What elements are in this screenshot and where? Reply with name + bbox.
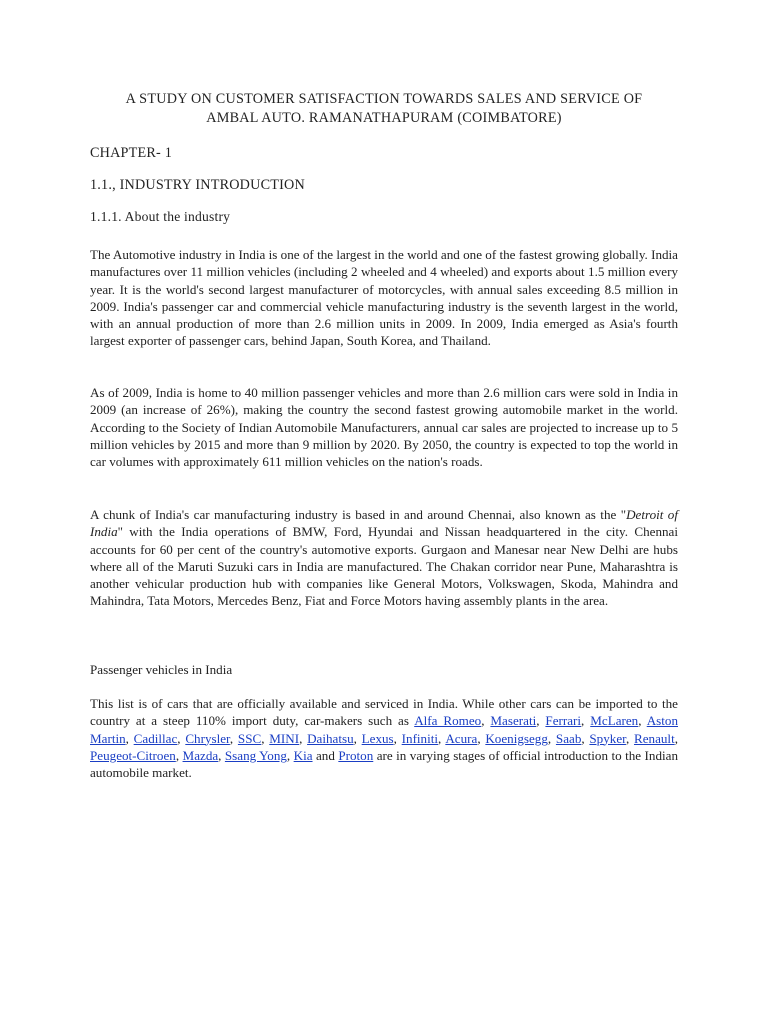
link-daihatsu[interactable]: Daihatsu [307, 730, 354, 746]
link-aston-martin[interactable]: Aston Martin [90, 713, 679, 746]
document-page [90, 90, 679, 781]
passenger-vehicles-heading: Passenger vehicles in India [90, 662, 233, 677]
document-title [76, 90, 692, 127]
link-mazda[interactable]: Mazda [182, 747, 219, 763]
paragraph-text: are in varying stages of official introduction to the Indian automobile market. [90, 747, 678, 781]
paragraph-text: " with the India operations of BMW, Ford, Hyundai and Nissan headquartered in the city. Chennai accounts for 60 per cent of the country's automotive exports. Gurgaon and Manesar near New Delhi are hubs where all of the Maruti Suzuki cars in India are manufactured. The Chakan corridor near Pune, Maharashtra is another vehicular production hub with companies like General Motors, Volkswagen, Skoda, Mahindra and Mahindra, Tata Motors, Mercedes Benz, Fiat and Force Motors having assembly plants in the area. [90, 524, 678, 609]
paragraph-industry-overview: The Automotive industry in India is one of the largest in the world and one of the fastest growing globally. India manufactures over 11 million vehicles (including 2 wheeled and 4 wheeled) and exports about 1.5 million every year. It is the world's second largest manufacturer of motorcycles, with annual sales exceeding 8.5 million in 2009. India's passenger car and commercial vehicle manufacturing industry is the seventh largest in the world, with an annual production of more than 2.6 million units in 2009. In 2009, India emerged as Asia's fourth largest exporter of passenger cars, behind Japan, South Korea, and Thailand. [90, 247, 678, 349]
paragraph-text: and [312, 747, 339, 763]
link-infiniti[interactable]: Infiniti [401, 730, 439, 746]
link-ferrari[interactable]: Ferrari [545, 713, 582, 729]
link-lexus[interactable]: Lexus [361, 730, 394, 746]
link-kia[interactable]: Kia [293, 747, 313, 763]
link-koenigsegg[interactable]: Koenigsegg [485, 730, 548, 746]
link-renault[interactable]: Renault [633, 730, 675, 746]
link-alfa-romeo[interactable]: Alfa Romeo [414, 713, 482, 729]
link-mini[interactable]: MINI [269, 730, 300, 746]
subsection-heading: 1.1.1. About the industry [90, 209, 231, 224]
link-saab[interactable]: Saab [555, 730, 582, 746]
link-chrysler[interactable]: Chrysler [185, 730, 230, 746]
link-cadillac[interactable]: Cadillac [133, 730, 178, 746]
link-proton[interactable]: Proton [338, 747, 374, 763]
paragraph-car-makers: This list is of cars that are officially available and serviced in India. While other cars can be imported to the country at a steep 110% import duty, car-makers such as Alfa Romeo, Maserati, Ferrari, McLaren, Aston Martin, Cadillac, Chrysler, SSC, MINI, Daihatsu, Lexus, Infiniti, Acura, Koenigsegg, Saab, Spyker, Renault, Peugeot-Citroen, Mazda, Ssang Yong, Kia and Proton are in varying stages of official introduction to the Indian automobile market. [90, 696, 679, 781]
paragraph-text: This list is of cars that are officially available and serviced in India. While other cars can be imported to the country at a steep 110% import duty, car-makers such as [90, 696, 678, 729]
link-mclaren[interactable]: McLaren [590, 713, 639, 729]
link-spyker[interactable]: Spyker [589, 730, 626, 746]
document-title-line-2: AMBAL AUTO. RAMANATHAPURAM (COIMBATORE) [206, 109, 562, 126]
link-peugeot-citroen[interactable]: Peugeot-Citroen [90, 747, 176, 763]
chapter-heading: CHAPTER- 1 [90, 145, 173, 161]
paragraph-text: A chunk of India's car manufacturing industry is based in and around Chennai, also known as the " [90, 507, 627, 522]
document-title-line-1: A STUDY ON CUSTOMER SATISFACTION TOWARDS SALES AND SERVICE OF [125, 91, 643, 107]
link-acura[interactable]: Acura [445, 730, 478, 746]
detroit-of-india-phrase: Detroit of India [90, 507, 678, 540]
link-ssc[interactable]: SSC [237, 730, 262, 746]
paragraph-market-growth: As of 2009, India is home to 40 million passenger vehicles and more than 2.6 million cars were sold in India in 2009 (an increase of 26%), making the country the second fastest growing automobile market in the world. According to the Society of Indian Automobile Manufacturers, annual car sales are projected to increase up to 5 million vehicles by 2015 and more than 9 million by 2020. By 2050, the country is expected to top the world in car volumes with approximately 611 million vehicles on the nation's roads. [90, 385, 678, 470]
section-heading: 1.1., INDUSTRY INTRODUCTION [90, 177, 305, 193]
paragraph-manufacturing-hubs [90, 506, 678, 610]
link-maserati[interactable]: Maserati [490, 713, 537, 729]
link-ssang-yong[interactable]: Ssang Yong [224, 747, 287, 763]
